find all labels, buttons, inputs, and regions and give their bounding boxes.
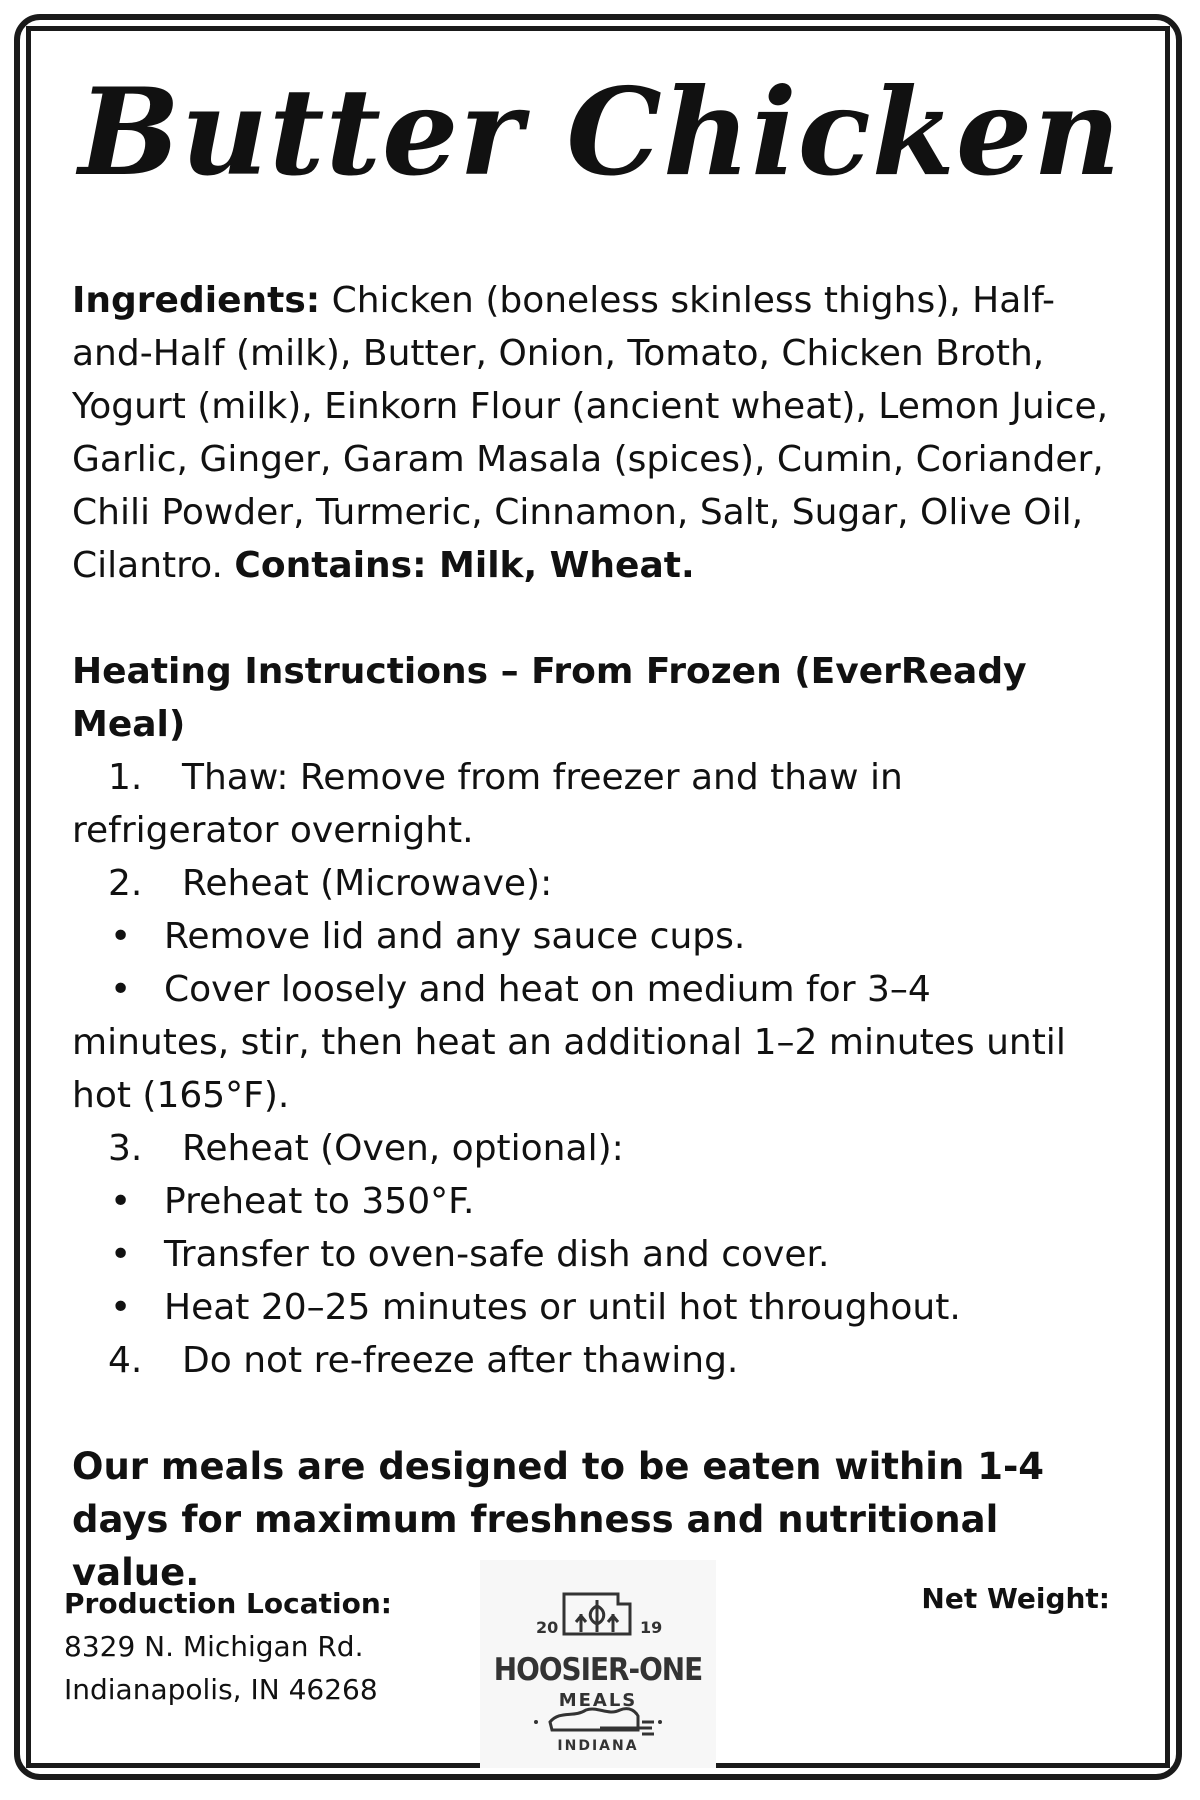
label-title: Butter Chicken [78, 62, 1122, 203]
freshness-note: Our meals are designed to be eaten within 1-4 days for maximum freshness and nutritional value. [72, 1445, 1045, 1594]
bullet-icon: • [110, 1234, 132, 1275]
step-2-bullet-2-continued: minutes, stir, then heat an additional 1–2 minutes until [72, 1022, 1066, 1063]
step-4 [72, 1334, 1112, 1387]
step-number: 3. [108, 1128, 143, 1169]
step-number: 4. [108, 1340, 143, 1381]
bullet-text: Cover loosely and heat on medium for 3–4 [164, 969, 931, 1010]
ingredients-paragraph [72, 274, 1112, 592]
bullet-text: Transfer to oven-safe dish and cover. [164, 1234, 830, 1275]
bullet-icon: • [110, 1181, 132, 1222]
logo-brand-name: HOOSIER-ONE [493, 1652, 703, 1688]
label-content [72, 274, 1112, 1599]
logo-year-left: 20 [536, 1618, 559, 1637]
allergen-statement: Contains: Milk, Wheat. [234, 545, 695, 586]
step-text: Thaw: Remove from freezer and thaw in [182, 757, 903, 798]
step-number: 2. [108, 863, 143, 904]
step-2-bullet-2 [72, 963, 1112, 1016]
net-weight-label: Net Weight: [921, 1582, 1110, 1615]
address-line-2: Indianapolis, IN 46268 [64, 1673, 378, 1706]
logo-subtitle: MEALS [558, 1690, 638, 1711]
bullet-icon: • [110, 1287, 132, 1328]
step-number: 1. [108, 757, 143, 798]
step-text: Reheat (Oven, optional): [182, 1128, 624, 1169]
logo-state: INDIANA [557, 1738, 639, 1754]
logo-year-right: 19 [640, 1618, 663, 1637]
ingredients-text: Chicken (boneless skinless thighs), Half-and-Half (milk), Butter, Onion, Tomato, Chicken Broth, Yogurt (milk), Einkorn Flour (ancient wheat), Lemon Juice, Garlic, Ginger, Garam Masala (spices), Cumin, Coriander, Chili Powder, Turmeric, Cinnamon, Salt, Sugar, Olive Oil, Cilantro. [72, 280, 1109, 586]
step-2-bullet-1 [72, 910, 1112, 963]
address-line-1: 8329 N. Michigan Rd. [64, 1630, 364, 1663]
heating-heading: Heating Instructions – From Frozen (EverReady Meal) [72, 651, 1027, 745]
step-1 [72, 751, 1112, 804]
ingredients-label: Ingredients: [72, 280, 321, 321]
bullet-icon: • [110, 969, 132, 1010]
spacer [72, 1387, 1112, 1440]
step-2 [72, 857, 1112, 910]
production-location [64, 1582, 392, 1711]
spacer [72, 592, 1112, 645]
step-3-bullet-1 [72, 1175, 1112, 1228]
bullet-text: Preheat to 350°F. [164, 1181, 475, 1222]
bullet-text: Heat 20–25 minutes or until hot throughout. [164, 1287, 961, 1328]
step-text: Do not re-freeze after thawing. [182, 1340, 739, 1381]
bullet-text: Remove lid and any sauce cups. [164, 916, 746, 957]
step-3-bullet-2 [72, 1228, 1112, 1281]
bullet-icon: • [110, 916, 132, 957]
production-label: Production Location: [64, 1587, 392, 1620]
brand-logo [480, 1560, 716, 1768]
step-1-continued: refrigerator overnight. [72, 810, 474, 851]
step-3 [72, 1122, 1112, 1175]
step-3-bullet-3 [72, 1281, 1112, 1334]
step-2-bullet-2-continued: hot (165°F). [72, 1075, 290, 1116]
step-text: Reheat (Microwave): [182, 863, 553, 904]
